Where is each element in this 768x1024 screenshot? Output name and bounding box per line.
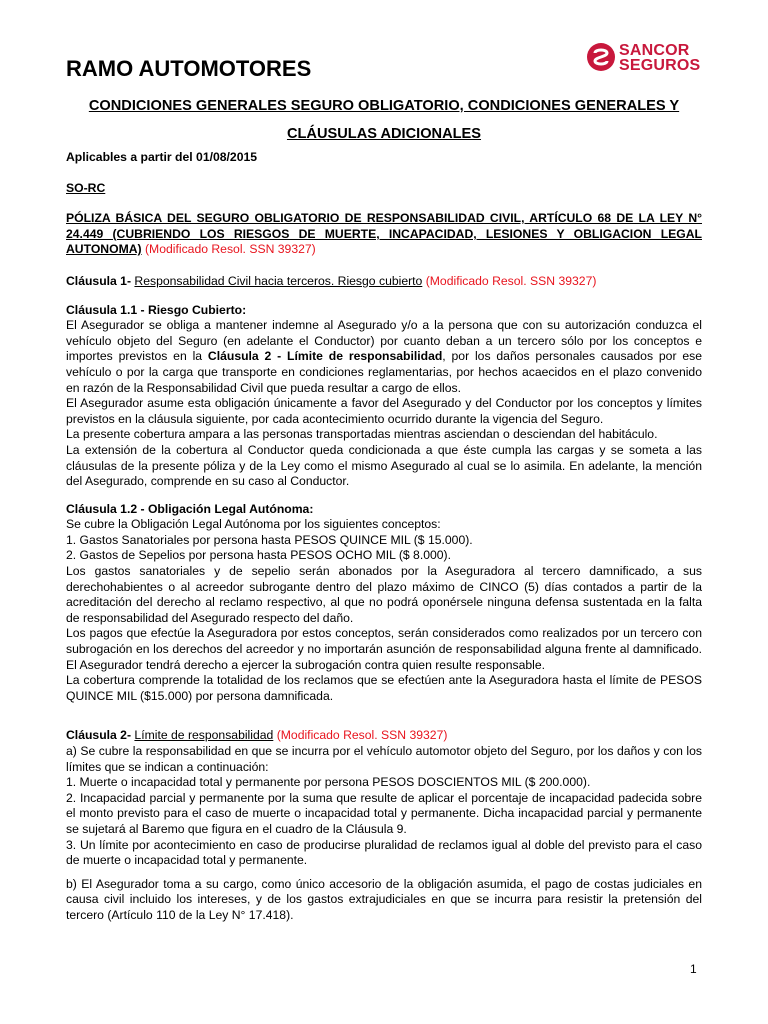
document-body	[66, 150, 702, 924]
document-title-line2: CLÁUSULAS ADICIONALES	[286, 126, 482, 142]
c11-p1-c: , por los daños personales causados por ese vehículo o por la carga que transporte en condiciones reglamentarias, por hechos acaecidos en el plazo convenido en razón de la Responsabilidad Civil que pueda resultar a cargo de ellos.	[66, 349, 702, 395]
clausula-1-label: Cláusula 1-	[66, 273, 132, 288]
clausula-1-2-item-1: 1. Gastos Sanatoriales por persona hasta PESOS QUINCE MIL ($ 15.000).	[66, 532, 473, 547]
clausula-1-note: (Modificado Resol. SSN 39327)	[425, 273, 597, 288]
sancor-emblem-icon	[586, 42, 616, 72]
clausula-2-item-1: 1. Muerte o incapacidad total y permanente por persona PESOS DOSCIENTOS MIL ($ 200.000).	[66, 775, 591, 790]
clausula-1-2-item-2: 2. Gastos de Sepelios por persona hasta PESOS OCHO MIL ($ 8.000).	[66, 548, 452, 563]
clausula-1-1-paragraph-2: El Asegurador asume esta obligación únicamente a favor del Asegurado y del Conductor por los conceptos y límites previstos en la cláusula siguiente, por cada acontecimiento ocurrido durante la vigencia del Seguro.	[66, 396, 702, 426]
clausula-2-title: Límite de responsabilidad	[134, 728, 274, 743]
clausula-1-2-paragraph-1: Los gastos sanatoriales y de sepelio serán abonados por la Aseguradora al tercero damnificado, a sus derechohabientes o al acreedor subrogante dentro del plazo máximo de CINCO (5) días contados a partir de la acreditación del derecho al reclamo respectivo, al que no podrá oponérsele ninguna defensa sustentada en la falta de responsabilidad del Asegurado respecto del daño.	[66, 564, 702, 625]
c11-p1-b: Cláusula 2 - Límite de responsabilidad	[207, 349, 443, 364]
page-number: 1	[690, 962, 697, 976]
poliza-text: PÓLIZA BÁSICA DEL SEGURO OBLIGATORIO DE RESPONSABILIDAD CIVIL, ARTÍCULO 68 DE LA LEY N° 24.449 (CUBRIENDO LOS RIESGOS DE MUERTE, INCAPACIDAD, LESIONES Y OBLIGACION LEGAL AUTONOMA)	[66, 211, 702, 257]
clausula-1-1-paragraph-4: La extensión de la cobertura al Conductor queda condicionada a que éste cumpla las cargas y se someta a las cláusulas de la presente póliza y de la Ley como el mismo Asegurado al cual se lo asimila. En adelante, la mención del Asegurado, comprende en su caso al Conductor.	[66, 442, 702, 489]
clausula-2-label: Cláusula 2-	[66, 728, 132, 743]
c11-p1-a: El Asegurador se obliga a mantener indemne al Asegurado y/o a la persona que con su autorización conduzca el vehículo objeto del Seguro (en adelante el Conductor) por cuanto deban a un tercero sólo por los conceptos e importes previstos en la	[66, 318, 702, 364]
document-title-line1: CONDICIONES GENERALES SEGURO OBLIGATORIO, CONDICIONES GENERALES Y	[88, 98, 680, 114]
clausula-1-2-intro: Se cubre la Obligación Legal Autónoma por los siguientes conceptos:	[66, 517, 441, 532]
clausula-2-item-3: 3. Un límite por acontecimiento en caso de producirse pluralidad de reclamos igual al doble del previsto para el caso de muerte o incapacidad total y permanente.	[66, 837, 702, 868]
poliza-note: (Modificado Resol. SSN 39327)	[145, 242, 316, 257]
clausula-1-heading	[66, 274, 702, 290]
sancor-seguros-logo	[586, 40, 706, 80]
ramo-heading: RAMO AUTOMOTORES	[66, 56, 312, 81]
poliza-heading	[66, 211, 702, 258]
clausula-2-note: (Modificado Resol. SSN 39327)	[276, 728, 448, 743]
clausula-2-paragraph-b: b) El Asegurador toma a su cargo, como único accesorio de la obligación asumida, el pago de costas judiciales en causa civil incluido los intereses, y de los gastos extrajudiciales en que se incurra para resistir la pretensión del tercero (Artículo 110 de la Ley N° 17.418).	[66, 876, 702, 922]
logo-wordmark	[619, 43, 700, 73]
logo-line2: SEGUROS	[619, 57, 701, 74]
product-code: SO-RC	[66, 180, 106, 195]
clausula-1-1-heading: Cláusula 1.1 - Riesgo Cubierto:	[66, 302, 247, 317]
aplicables-date: Aplicables a partir del 01/08/2015	[66, 150, 258, 164]
clausula-2-paragraph-a: a) Se cubre la responsabilidad en que se incurra por el vehículo automotor objeto del Seguro, por los daños y con los límites que se indican a continuación:	[66, 744, 702, 774]
clausula-1-1-paragraph-3: La presente cobertura ampara a las personas transportadas mientras asciendan o desciendan del habitáculo.	[66, 427, 658, 442]
clausula-1-2-paragraph-2: Los pagos que efectúe la Aseguradora por estos conceptos, serán considerados como realizados por un tercero con subrogación en los derechos del acreedor y no importarán asunción de responsabilidad alguna frente al damnificado. El Asegurador tendrá derecho a ejercer la subrogación contra quien resulte responsable.	[66, 626, 702, 672]
clausula-1-2-paragraph-3: La cobertura comprende la totalidad de los reclamos que se efectúen ante la Aseguradora hasta el límite de PESOS QUINCE MIL ($15.000) por persona damnificada.	[66, 673, 702, 703]
clausula-1-1-paragraph-1	[66, 318, 702, 396]
logo-line1: SANCOR	[619, 42, 690, 59]
clausula-2-item-2: 2. Incapacidad parcial y permanente por la suma que resulte de aplicar el porcentaje de incapacidad padecida sobre el monto previsto para el caso de muerte o incapacidad total y permanente. Dicha incapacidad parcial y permanente se sujetará al Baremo que figura en el cuadro de la Cláusula 9.	[66, 790, 702, 836]
clausula-1-title: Responsabilidad Civil hacia terceros. Riesgo cubierto	[134, 273, 423, 288]
clausula-2-heading	[66, 728, 702, 744]
clausula-1-2-heading: Cláusula 1.2 - Obligación Legal Autónoma:	[66, 501, 314, 516]
